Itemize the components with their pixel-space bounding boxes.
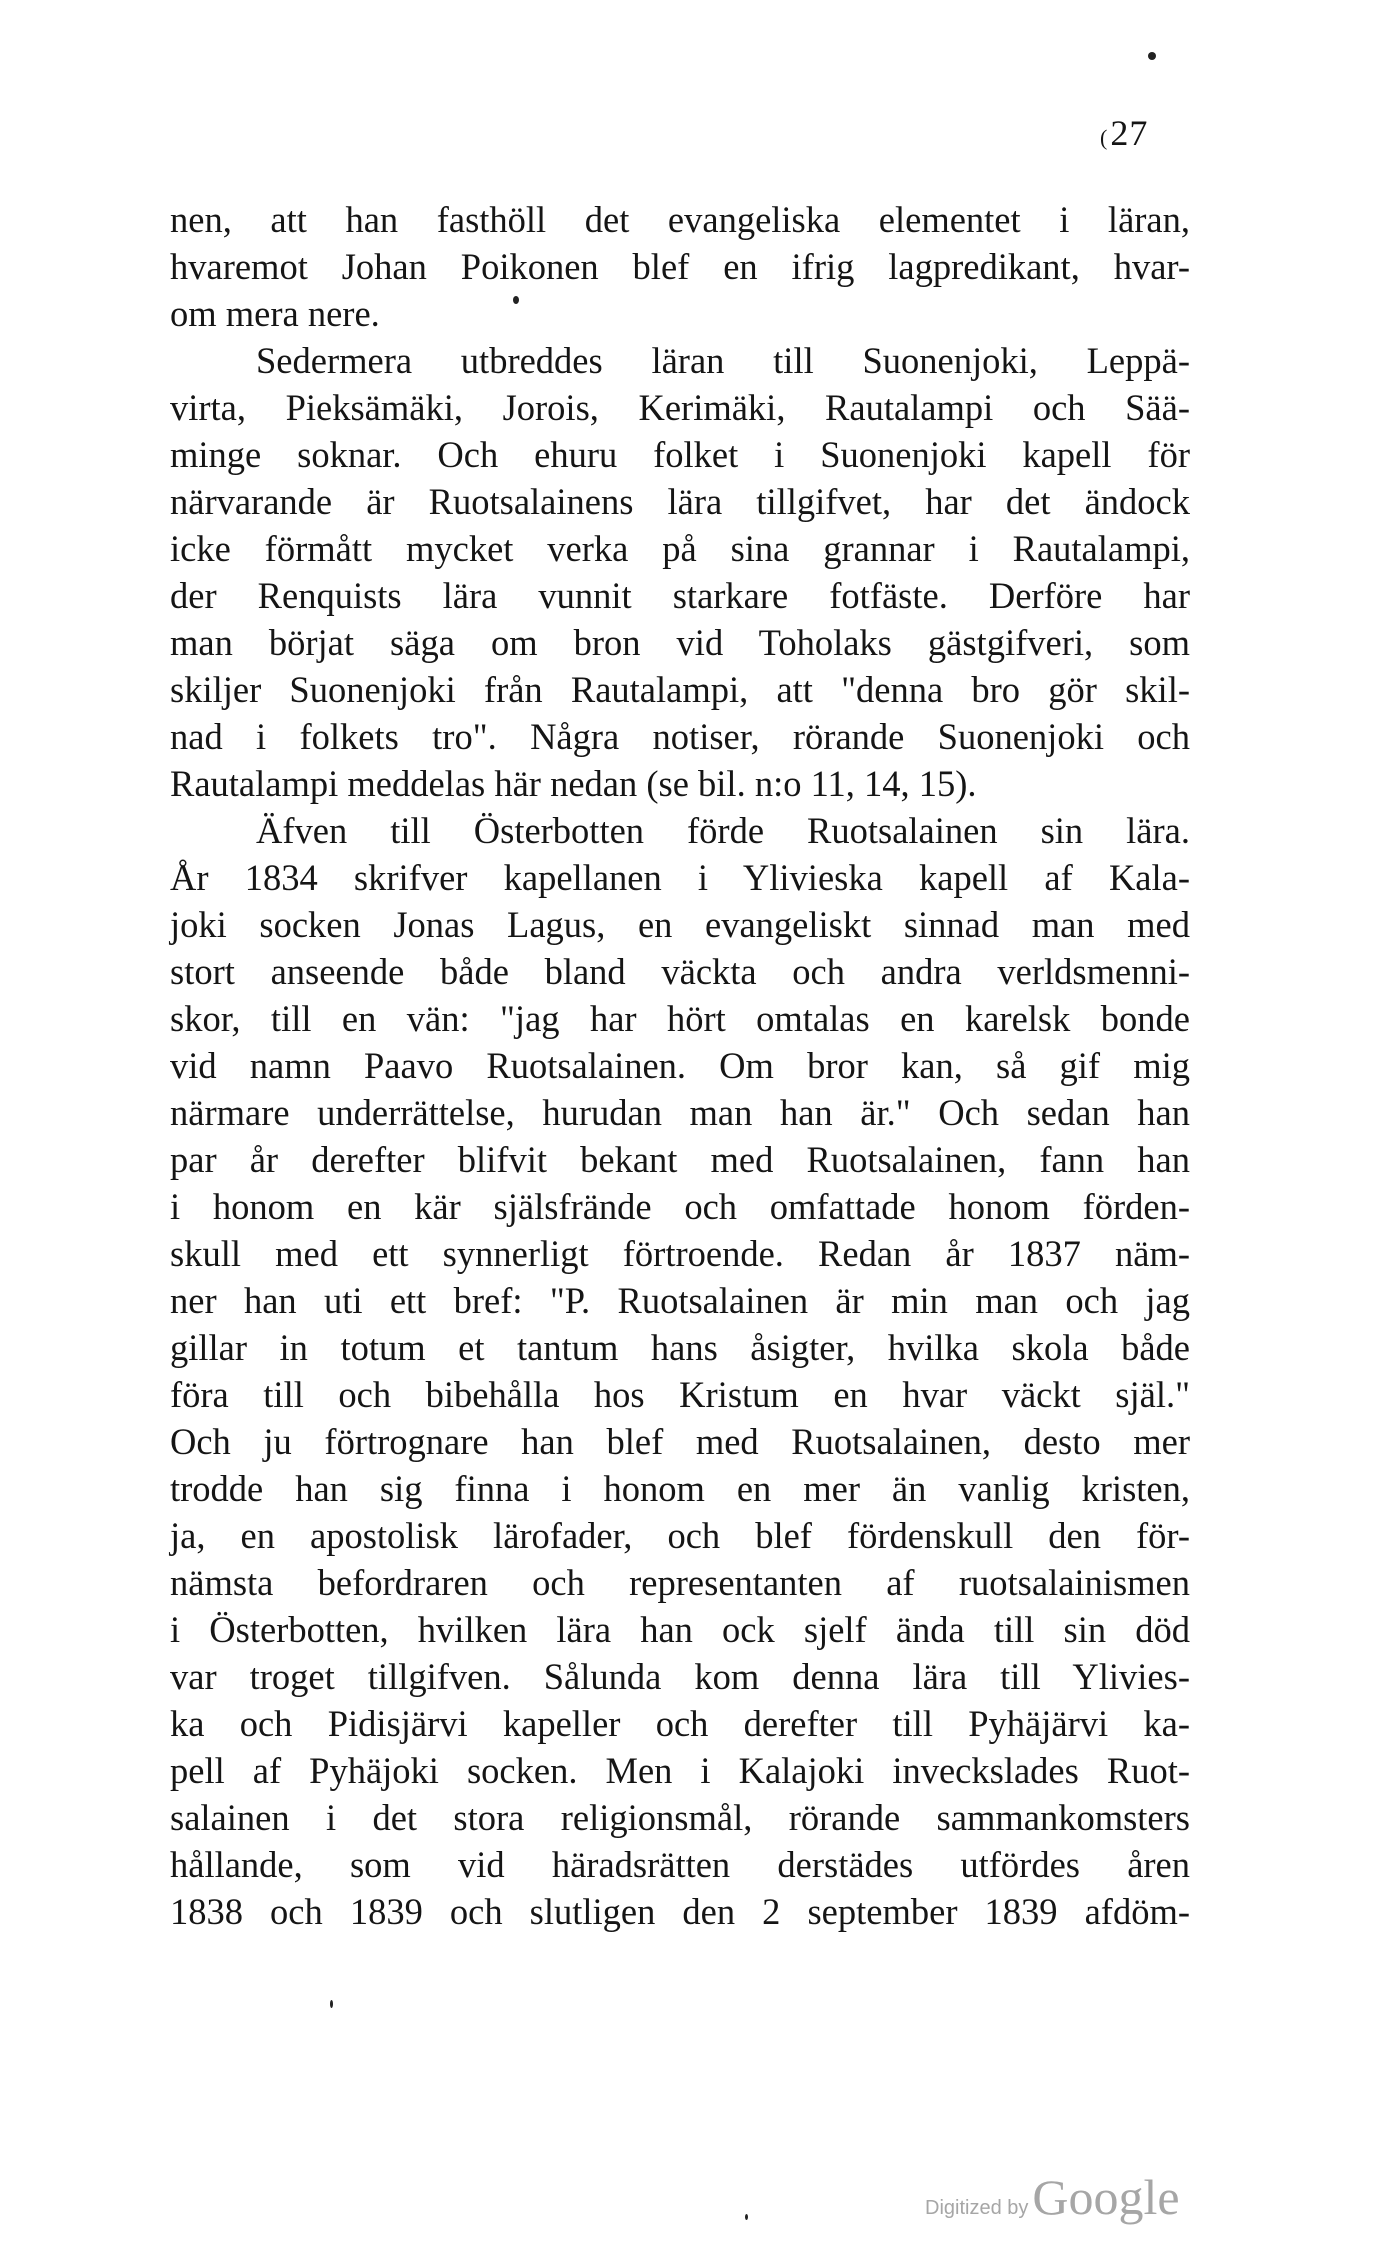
text-line: skiljer Suonenjoki från Rautalampi, att "denna bro gör skil- [170,669,1190,710]
text-line: salainen i det stora religionsmål, rörande sammankomsters [170,1797,1190,1838]
page-number-value: 27 [1110,113,1149,153]
watermark-prefix: Digitized by [925,2197,1029,2219]
text-line: trodde han sig finna i honom en mer än vanlig kristen, [170,1468,1190,1509]
text-line: minge soknar. Och ehuru folket i Suonenjoki kapell för [170,434,1190,475]
text-line: 1838 och 1839 och slutligen den 2 september 1839 afdöm- [170,1891,1190,1932]
body-text [170,196,1190,1935]
ink-speck [745,2214,748,2220]
text-line: om mera nere. [170,293,380,334]
ink-speck [1148,52,1156,60]
text-line: skull med ett synnerligt förtroende. Redan år 1837 näm- [170,1233,1190,1274]
text-line: pell af Pyhäjoki socken. Men i Kalajoki inveckslades Ruot- [170,1750,1190,1791]
text-line: föra till och bibehålla hos Kristum en hvar väckt själ." [170,1374,1190,1415]
text-line: virta, Pieksämäki, Jorois, Kerimäki, Rautalampi och Sää- [170,387,1190,428]
text-line: År 1834 skrifver kapellanen i Ylivieska kapell af Kala- [170,857,1190,898]
text-line: närmare underrättelse, hurudan man han är." Och sedan han [170,1092,1190,1133]
text-line: hvaremot Johan Poikonen blef en ifrig lagpredikant, hvar- [170,246,1190,287]
ink-speck [330,2000,333,2008]
text-line: närvarande är Ruotsalainens lära tillgifvet, har det ändock [170,481,1190,522]
text-line: stort anseende både bland väckta och andra verldsmenni- [170,951,1190,992]
text-line: var troget tillgifven. Sålunda kom denna lära till Ylivies- [170,1656,1190,1697]
text-line: i Österbotten, hvilken lära han ock sjelf ända till sin död [170,1609,1190,1650]
text-line: joki socken Jonas Lagus, en evangeliskt sinnad man med [170,904,1190,945]
text-line: gillar in totum et tantum hans åsigter, hvilka skola både [170,1327,1190,1368]
page-number [1100,112,1148,154]
text-line: Sedermera utbreddes läran till Suonenjoki, Leppä- [256,340,1190,381]
text-line: ner han uti ett bref: "P. Ruotsalainen är min man och jag [170,1280,1190,1321]
text-line: hållande, som vid häradsrätten derstädes utfördes åren [170,1844,1190,1885]
text-line: skor, till en vän: "jag har hört omtalas en karelsk bonde [170,998,1190,1039]
text-line: ka och Pidisjärvi kapeller och derefter till Pyhäjärvi ka- [170,1703,1190,1744]
text-line: vid namn Paavo Ruotsalainen. Om bror kan, så gif mig [170,1045,1190,1086]
text-line: i honom en kär själsfrände och omfattade honom förden- [170,1186,1190,1227]
text-line: nämsta befordraren och representanten af ruotsalainismen [170,1562,1190,1603]
google-logo: Google [1032,2169,1180,2225]
text-line: ja, en apostolisk lärofader, och blef fördenskull den för- [170,1515,1190,1556]
text-line: icke förmått mycket verka på sina grannar i Rautalampi, [170,528,1190,569]
digitized-watermark [925,2168,1180,2226]
text-line: par år derefter blifvit bekant med Ruotsalainen, fann han [170,1139,1190,1180]
page-number-mark: ( [1100,125,1109,150]
text-line: nad i folkets tro". Några notiser, rörande Suonenjoki och [170,716,1190,757]
text-line: der Renquists lära vunnit starkare fotfäste. Derföre har [170,575,1190,616]
text-line: man börjat säga om bron vid Toholaks gästgifveri, som [170,622,1190,663]
text-line: nen, att han fasthöll det evangeliska elementet i läran, [170,199,1190,240]
text-line: Äfven till Österbotten förde Ruotsalainen sin lära. [256,810,1190,851]
text-line: Rautalampi meddelas här nedan (se bil. n:o 11, 14, 15). [170,763,977,804]
text-line: Och ju förtrognare han blef med Ruotsalainen, desto mer [170,1421,1190,1462]
